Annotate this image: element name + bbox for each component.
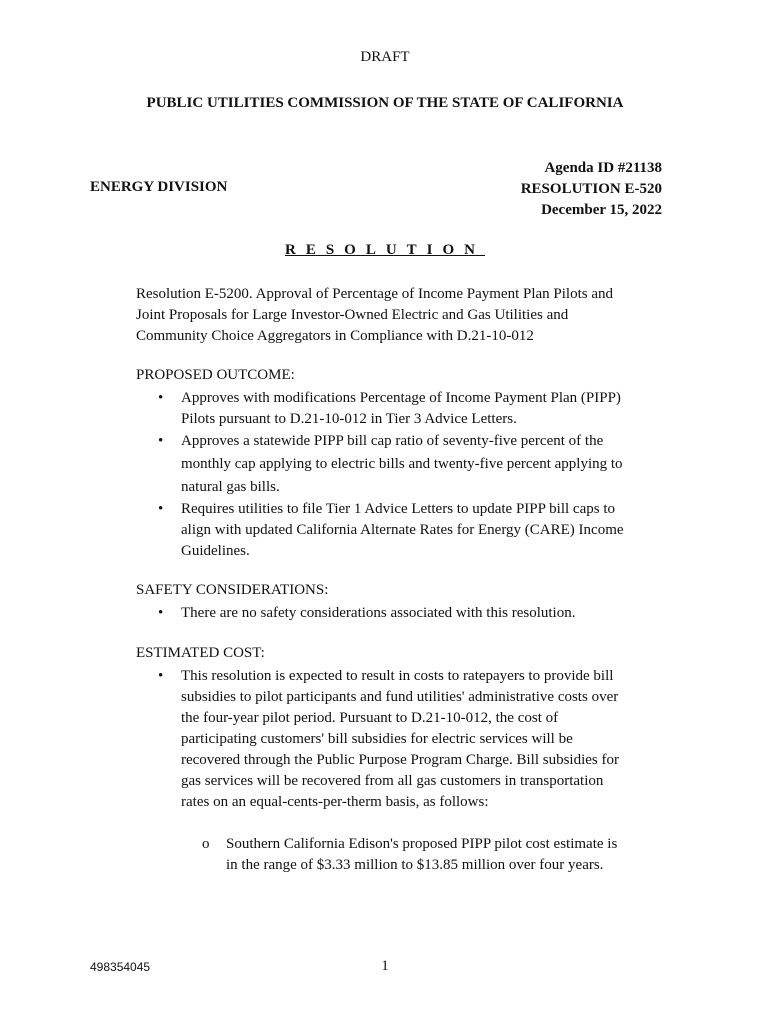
list-item-text: Requires utilities to file Tier 1 Advice Letters to update PIPP bill caps to align with updated California Alternate Rates for Energy (CARE) Income Guidelines. [181, 501, 624, 559]
agenda-id: Agenda ID #21138 [544, 160, 662, 176]
list-item-text: Approves a statewide PIPP bill cap ratio of seventy-five percent of the monthly cap applying to electric bills and twenty-five percent applying to natural gas bills. [181, 433, 623, 495]
resolution-heading: RESOLUTION [284, 242, 486, 258]
resolution-date: December 15, 2022 [541, 202, 662, 218]
list-item [202, 834, 622, 876]
energy-division-label: ENERGY DIVISION [90, 179, 228, 195]
list-item [156, 499, 631, 562]
safety-considerations-list [156, 603, 631, 624]
bullet-icon: • [158, 390, 164, 406]
list-item-text: There are no safety considerations associated with this resolution. [181, 605, 576, 621]
list-item [156, 666, 631, 813]
bullet-icon: • [158, 433, 164, 449]
document-id: 498354045 [90, 960, 151, 974]
bullet-icon: • [158, 605, 164, 621]
list-item-text: Southern California Edison's proposed PIPP pilot cost estimate is in the range of $3.33 million to $13.85 million over four years. [226, 836, 618, 873]
list-item [156, 430, 631, 499]
resolution-intro: Resolution E-5200. Approval of Percentage of Income Payment Plan Pilots and Joint Proposals for Large Investor-Owned Electric and Gas Utilities and Community Choice Aggregators in Compliance with D.21-10-012 [136, 286, 613, 344]
sub-bullet-icon: o [202, 836, 210, 852]
bullet-icon: • [158, 501, 164, 517]
bullet-icon: • [158, 668, 164, 684]
safety-considerations-label: SAFETY CONSIDERATIONS: [136, 582, 329, 598]
proposed-outcome-list [156, 388, 631, 562]
list-item-text: This resolution is expected to result in costs to ratepayers to provide bill subsidies to pilot participants and fund utilities' administrative costs over the four-year pilot period. Pursuant to D.21-10-012, the cost of participating customers' bill subsidies for electric services will be recovered through the Public Purpose Program Charge. Bill subsidies for gas services will be recovered from all gas customers in transportation rates on an equal-cents-per-therm basis, as follows: [181, 668, 619, 810]
estimated-cost-sublist [202, 834, 622, 876]
estimated-cost-list [156, 666, 631, 813]
resolution-id: RESOLUTION E-520 [520, 181, 662, 197]
draft-label: DRAFT [360, 49, 410, 65]
list-item-text: Approves with modifications Percentage of Income Payment Plan (PIPP) Pilots pursuant to D.21-10-012 in Tier 3 Advice Letters. [181, 390, 621, 427]
list-item [156, 388, 631, 430]
proposed-outcome-label: PROPOSED OUTCOME: [136, 367, 295, 383]
list-item [156, 603, 631, 624]
page-number: 1 [381, 958, 389, 974]
estimated-cost-label: ESTIMATED COST: [136, 645, 265, 661]
commission-title: PUBLIC UTILITIES COMMISSION OF THE STATE OF CALIFORNIA [146, 95, 624, 111]
